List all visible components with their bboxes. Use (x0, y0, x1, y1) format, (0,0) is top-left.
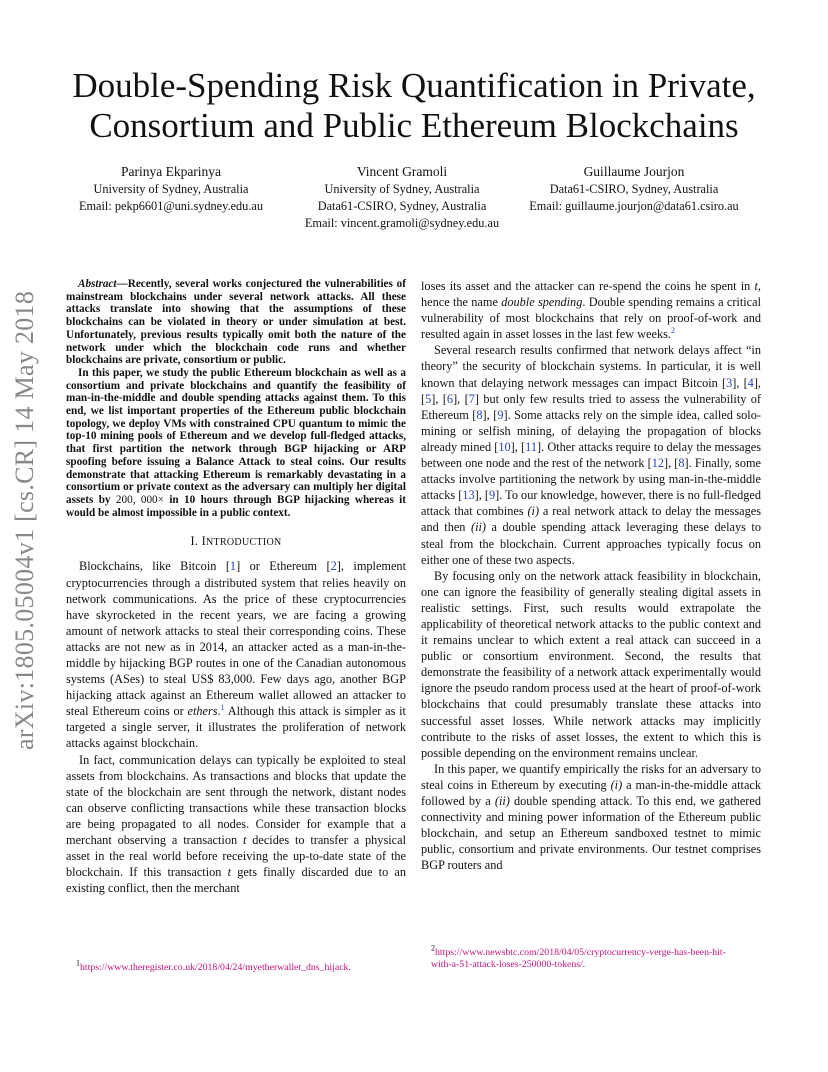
abstract-math: 200, 000× (115, 493, 164, 506)
left-column (66, 278, 406, 896)
author-2 (288, 162, 516, 232)
citation-link[interactable]: 3 (726, 375, 733, 390)
citation-link[interactable]: 1 (229, 559, 237, 574)
author-affiliation: University of Sydney, Australia (324, 182, 480, 196)
abstract-paragraph-2-end: in 10 hours through BGP hijacking whereas it would be almost impossible in a public context. (66, 493, 407, 519)
footnote-2-url[interactable]: https://www.newsbtc.com/2018/04/05/cryptocurrency-verge-has-been-hit- (435, 947, 726, 958)
abstract (66, 278, 406, 519)
arxiv-stamp: arXiv:1805.05004v1 [cs.CR] 14 May 2018 (10, 290, 39, 750)
citation-link[interactable]: 11 (525, 439, 537, 454)
citation-link[interactable]: 9 (497, 407, 504, 422)
citation-link[interactable]: 7 (468, 391, 475, 406)
body-paragraph: In this paper, we quantify empirically the risks for an adversary to steal coins in Ethereum by executing (i) a man-in-the-middle attack followed by a (ii) double spending attack. To this end, we gathered connectivity and mining power information of the Ethereum public blockchain, and setup an Ethereum sandboxed testnet to mimic public, consortium and private environments. Our testnet comprises BGP routers and (421, 761, 762, 873)
author-name: Parinya Ekparinya (120, 164, 222, 179)
author-email: Email: pekp6601@uni.sydney.edu.au (78, 199, 263, 213)
author-email: Email: guillaume.jourjon@data61.csiro.au (529, 199, 739, 213)
author-3 (516, 162, 752, 215)
title-line-2: Consortium and Public Ethereum Blockchains (89, 106, 739, 145)
citation-link[interactable]: 6 (446, 391, 454, 406)
paper-title (40, 66, 788, 146)
body-paragraph: Blockchains, like Bitcoin [1] or Ethereum [2], implement cryptocurrencies through a distributed system that relies heavily on network communications. As the price of these cryptocurrencies have skyrocketed in the recent years, we are facing a growing amount of network attacks to steal their corresponding coins. These attacks are not new as in 2014, an attacker acted as a man-in-the-middle by hijacking BGP routes in one of the Canadian autonomous systems (ASes) to steal US$ 83,000. Few days ago, another BGP hijacking attack against an Ethereum wallet allowed an attacker to steal Ethereum coins or ethers.$^1$ Although this attack is simpler as it targeted a single server, it illustrates the proliferation of network attacks against blockchain. (66, 559, 406, 751)
abstract-label: Abstract (78, 278, 117, 290)
abstract-paragraph-2: In this paper, we study the public Ethereum blockchain as well as a consortium and private blockchains and quantify the feasibility of man-in-the-middle and double spending attacks against them. To this end, we list important properties of the Ethereum public blockchain topology, we deploy VMs with constrained CPU quantum to mimic the top-10 mining pools of Ethereum and we develop full-fledged attacks, that first partition the network through BGP hijacking or ARP spoofing before issuing a Balance Attack to steal coins. Our results demonstrate that attacking Ethereum is remarkably devastating in a consortium or private context as the adversary can multiply her digital assets by (66, 366, 406, 506)
footnote-link[interactable]: 2 (670, 326, 675, 336)
author-1 (66, 162, 276, 215)
citation-link[interactable]: 8 (678, 456, 685, 471)
footnote-2-mark: 2 (431, 943, 435, 953)
right-column (421, 278, 761, 873)
citation-link[interactable]: 13 (462, 488, 475, 503)
citation-link[interactable]: 12 (651, 456, 665, 471)
citation-link[interactable]: 9 (488, 488, 496, 503)
author-name: Guillaume Jourjon (583, 164, 685, 179)
section-heading (66, 533, 406, 551)
body-paragraph: Several research results confirmed that network delays affect “in theory” the security of blockchain systems. In particular, it is well known that delaying network messages can impact Bitcoin [3], [4], [5], [6], [7] but only few results tried to assess the vulnerability of Ethereum [8], [9]. Some attacks rely on the simple idea, called solo-mining or selfish mining, of delaying the propagation of blocks already mined [10], [11]. Other attacks require to delay the messages between one node and the rest of the network [12], [8]. Finally, some attacks involve partitioning the network by using man-in-the-middle attacks [13], [9]. To our knowledge, however, there is no full-fledged attack that combines (i) a real network attack to delay the messages and then (ii) a double spending attack leveraging these delays to steal from the blockchain. Current approaches typically focus on either one of these two aspects. (421, 343, 762, 567)
section-title-rest: NTRODUCTION (206, 537, 282, 549)
author-name: Vincent Gramoli (356, 164, 448, 179)
citation-link[interactable]: 2 (330, 559, 337, 574)
footnote-1 (76, 958, 416, 974)
footnote-2-url-cont[interactable]: with-a-51-attack-loses-250000-tokens/. (431, 959, 586, 970)
citation-link[interactable]: 10 (498, 439, 511, 454)
citation-link[interactable]: 4 (747, 375, 754, 390)
footnote-1-url[interactable]: https://www.theregister.co.uk/2018/04/24/myetherwallet_dns_hijack. (80, 962, 351, 973)
author-affiliation: Data61-CSIRO, Sydney, Australia (549, 182, 719, 196)
body-paragraph: loses its asset and the attacker can re-spend the coins he spent in t, hence the name double spending. Double spending remains a critical vulnerability of most blockchains that rely on proof-of-work and resulted again in asset losses in the last few weeks.$^2$ (421, 279, 761, 342)
section-number: I. (190, 534, 199, 549)
title-line-1: Double-Spending Risk Quantification in Private, (72, 66, 756, 105)
citation-link[interactable]: 8 (476, 407, 483, 422)
author-affiliation-2: Data61-CSIRO, Sydney, Australia (317, 199, 487, 213)
abstract-paragraph-1: —Recently, several works conjectured the vulnerabilities of mainstream blockchains under several network attacks. All these attacks translate into showing that the assumptions of these blockchains can be violated in theory or under simulation at best. Unfortunately, previous results typically omit both the nature of the network under which the blockchain code runs and whether blockchains are private, consortium or public. (66, 278, 406, 367)
footnote-link[interactable]: 1 (220, 703, 225, 713)
author-email: Email: vincent.gramoli@sydney.edu.au (304, 216, 500, 230)
body-paragraph: By focusing only on the network attack feasibility in blockchain, one can ignore the feasibility of generally stealing digital assets in realistic settings. First, such results would extrapolate the applicability of theoretical network attacks to the public context and it remains unclear to which extent a real attack can succeed in a public or consortium environment. Second, the results that demonstrate the feasibility of a network attack experimentally would ignore the pseudo random process used at the heart of proof-of-work blockchains that could presumably translate these attacks into successful asset losses. While network attacks may implicitly contribute to the risks of asset losses, the extent to which this is possible depending on the environment remains unclear. (421, 568, 761, 760)
body-paragraph: In fact, communication delays can typically be exploited to steal assets from blockchains. As transactions and blocks that update the state of the blockchain are sent through the network, distant nodes can observe conflicting transactions while these transaction blocks are being propagated to all nodes. Consider for example that a merchant observing a transaction t decides to transfer a physical asset in the real world before receiving the up-to-date state of the blockchain. If this transaction t gets finally discarded due to an existing conflict, then the merchant (66, 752, 406, 896)
author-affiliation: University of Sydney, Australia (93, 182, 249, 196)
footnote-2 (431, 943, 771, 971)
footnote-1-mark: 1 (76, 958, 80, 968)
citation-link[interactable]: 5 (425, 391, 432, 406)
section-title-initial: I (201, 534, 207, 549)
